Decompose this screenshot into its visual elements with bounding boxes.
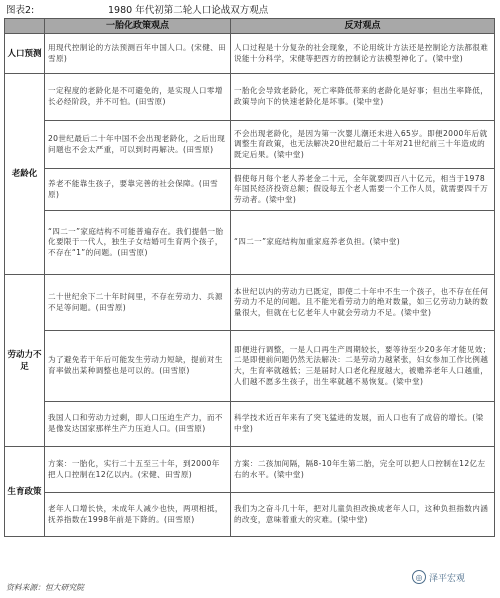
watermark-text: 泽平宏观 <box>429 573 466 584</box>
con-cell: 人口过程是十分复杂的社会现象，不论用统计方法还是控制论方法都很难说能十分科学，宋健等把西方的控制论方法模型神化了。(梁中堂) <box>231 34 495 74</box>
header-topic <box>5 19 45 34</box>
topic-aging: 老龄化 <box>5 74 45 275</box>
con-cell: 不会出现老龄化，是因为第一次婴儿潮还未进入65岁。即便2000年后就调整生育政策，也无法解决20世纪最后二十年对21世纪前三十年造成的既定后果。(梁中堂) <box>231 121 495 169</box>
con-cell: 本世纪以内的劳动力已既定，即使二十年中不生一个孩子，也不存在任何劳动力不足的问题。且不能光看劳动力的绝对数量，如三亿劳动力缺的数量很大，但就在七亿老年人中就会劳动力不足。(梁中堂) <box>231 275 495 331</box>
pro-cell: 一定程度的老龄化是不可避免的，是实现人口零增长必经阶段，并不可怕。(田雪原) <box>45 74 231 121</box>
table-row <box>5 169 495 211</box>
topic-birth: 生育政策 <box>5 447 45 537</box>
table-row <box>5 493 495 537</box>
pro-cell: 方案：一胎化，实行二十五至三十年，到2000年把人口控制在12亿以内。(宋健、田雪原) <box>45 447 231 493</box>
con-cell: 即便进行调整，一是人口再生产周期较长，要等待至少20多年才能见效；二是即便前问题仍然无法解决：二是劳动力越紧张，妇女参加工作比例越大，生育率就越低；三是届时人口老化程度越大，被赡养老年人口越重，人们越不愿多生孩子，出生率就越不易恢复。(梁中堂) <box>231 331 495 402</box>
table-row <box>5 275 495 331</box>
wechat-icon: ◎ <box>412 570 426 584</box>
pro-cell: “四二一”家庭结构不可能普遍存在。我们提倡一胎化要限于一代人，独生子女结婚可生育两个孩子，不存在“1”的问题。(田雪原) <box>45 211 231 275</box>
con-cell: 方案：二孩加间隔，隔8-10年生第二胎，完全可以把人口控制在12亿左右的水平。(梁中堂) <box>231 447 495 493</box>
con-cell: “四二一”家庭结构加重家庭养老负担。(梁中堂) <box>231 211 495 275</box>
table-row <box>5 121 495 169</box>
pro-cell: 我国人口和劳动力过剩，即人口压迫生产力，而不是像发达国家那样生产力压迫人口。(田雪原) <box>45 402 231 447</box>
con-cell: 科学技术近百年来有了突飞猛进的发展，而人口也有了成倍的增长。(梁中堂) <box>231 402 495 447</box>
con-cell: 我们为之奋斗几十年，把对儿童负担改换成老年人口，这种负担指数内涵的改变，意味着重大的灾难。(梁中堂) <box>231 493 495 537</box>
header-con: 反对观点 <box>231 19 495 34</box>
pro-cell: 为了避免若干年后可能发生劳动力短缺，提前对生育率做出某种调整也是可以的。(田雪原) <box>45 331 231 402</box>
topic-population: 人口预测 <box>5 34 45 74</box>
table-row <box>5 34 495 74</box>
pro-cell: 20世纪最后二十年中国不会出现老龄化，之后出现问题也不会太严重，可以到时再解决。(田雪原) <box>45 121 231 169</box>
figure-title <box>6 4 494 18</box>
pro-cell: 养老不能靠生孩子，要靠完善的社会保障。(田雪原) <box>45 169 231 211</box>
con-cell: 一胎化会导致老龄化，死亡率降低带来的老龄化是好事；但出生率降低，政策导向下的快速老龄化是坏事。(梁中堂) <box>231 74 495 121</box>
source-note: 资料来源：恒大研究院 <box>6 583 84 592</box>
viewpoints-table <box>4 18 495 537</box>
table-row <box>5 447 495 493</box>
con-cell: 假使每月每个老人养老金二十元，全年就要四百八十亿元，相当于1978年国民经济投资总额；假设每五个老人需要一个工作人员，就需要四千万劳动者。(梁中堂) <box>231 169 495 211</box>
topic-labor: 劳动力不足 <box>5 275 45 447</box>
table-row <box>5 211 495 275</box>
table-header-row <box>5 19 495 34</box>
header-pro: 一胎化政策观点 <box>45 19 231 34</box>
pro-cell: 用现代控制论的方法预测百年中国人口。(宋健、田雪原) <box>45 34 231 74</box>
table-row <box>5 402 495 447</box>
figure-number: 图表2: <box>6 5 35 16</box>
watermark <box>412 568 492 586</box>
table-row <box>5 74 495 121</box>
figure-title-text: 1980 年代初第二轮人口论战双方观点 <box>108 5 269 16</box>
table-row <box>5 331 495 402</box>
pro-cell: 二十世纪余下二十年时间里，不存在劳动力、兵源不足等问题。(田雪原) <box>45 275 231 331</box>
pro-cell: 老年人口增长快，未成年人减少也快，两项相抵，抚养指数在1998年前是下降的。(田雪原) <box>45 493 231 537</box>
